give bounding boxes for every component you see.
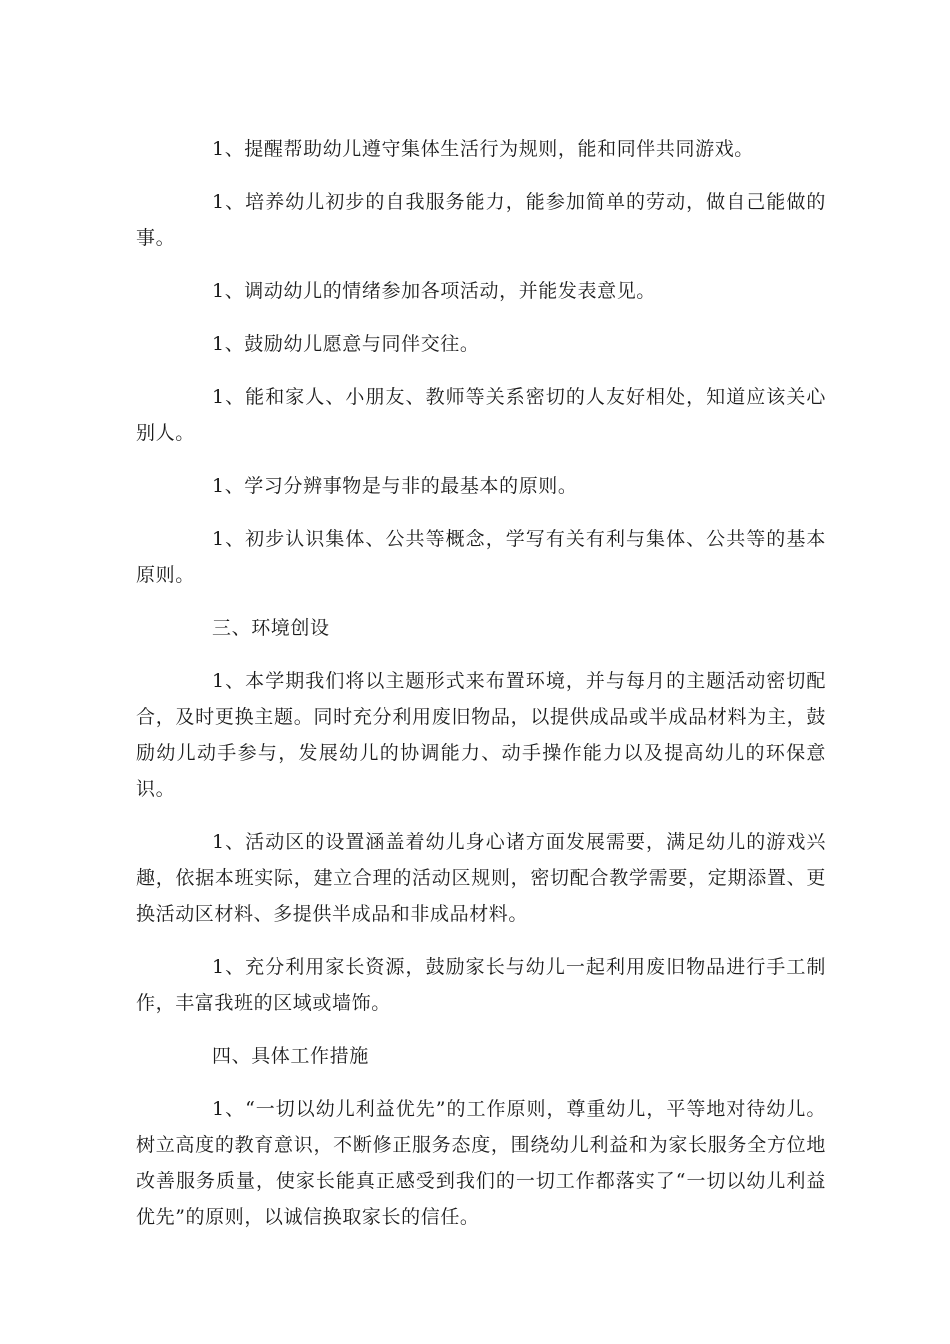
paragraph-peer-interaction: 1、鼓励幼儿愿意与同伴交往。 <box>212 333 480 355</box>
document-body <box>136 131 826 1252</box>
section-heading-environment: 三、环境创设 <box>212 617 330 639</box>
paragraph-self-service: 1、培养幼儿初步的自我服务能力，能参加简单的劳动，做自己能做的事。 <box>136 191 826 249</box>
paragraph-collective: 1、初步认识集体、公共等概念，学写有关有利与集体、公共等的基本原则。 <box>136 528 826 586</box>
paragraph-right-wrong: 1、学习分辨事物是与非的最基本的原则。 <box>212 475 578 497</box>
paragraph-emotions: 1、调动幼儿的情绪参加各项活动，并能发表意见。 <box>212 280 656 302</box>
paragraph-rules: 1、提醒帮助幼儿遵守集体生活行为规则，能和同伴共同游戏。 <box>212 138 754 160</box>
paragraph-parent-resources: 1、充分利用家长资源，鼓励家长与幼儿一起利用废旧物品进行手工制作，丰富我班的区域或墙饰。 <box>136 956 826 1014</box>
paragraph-relationships: 1、能和家人、小朋友、教师等关系密切的人友好相处，知道应该关心别人。 <box>136 386 826 444</box>
paragraph-child-first: 1、“一切以幼儿利益优先”的工作原则，尊重幼儿，平等地对待幼儿。树立高度的教育意识，不断修正服务态度，围绕幼儿利益和为家长服务全方位地改善服务质量，使家长能真正感受到我们的一切工作都落实了“一切以幼儿利益优先”的原则，以诚信换取家长的信任。 <box>136 1098 826 1228</box>
paragraph-theme-environment: 1、本学期我们将以主题形式来布置环境，并与每月的主题活动密切配合，及时更换主题。同时充分利用废旧物品，以提供成品或半成品材料为主，鼓励幼儿动手参与，发展幼儿的协调能力、动手操作能力以及提高幼儿的环保意识。 <box>136 670 826 800</box>
section-heading-measures: 四、具体工作措施 <box>212 1045 369 1067</box>
paragraph-activity-areas: 1、活动区的设置涵盖着幼儿身心诸方面发展需要，满足幼儿的游戏兴趣，依据本班实际，建立合理的活动区规则，密切配合教学需要，定期添置、更换活动区材料、多提供半成品和非成品材料。 <box>136 831 826 925</box>
